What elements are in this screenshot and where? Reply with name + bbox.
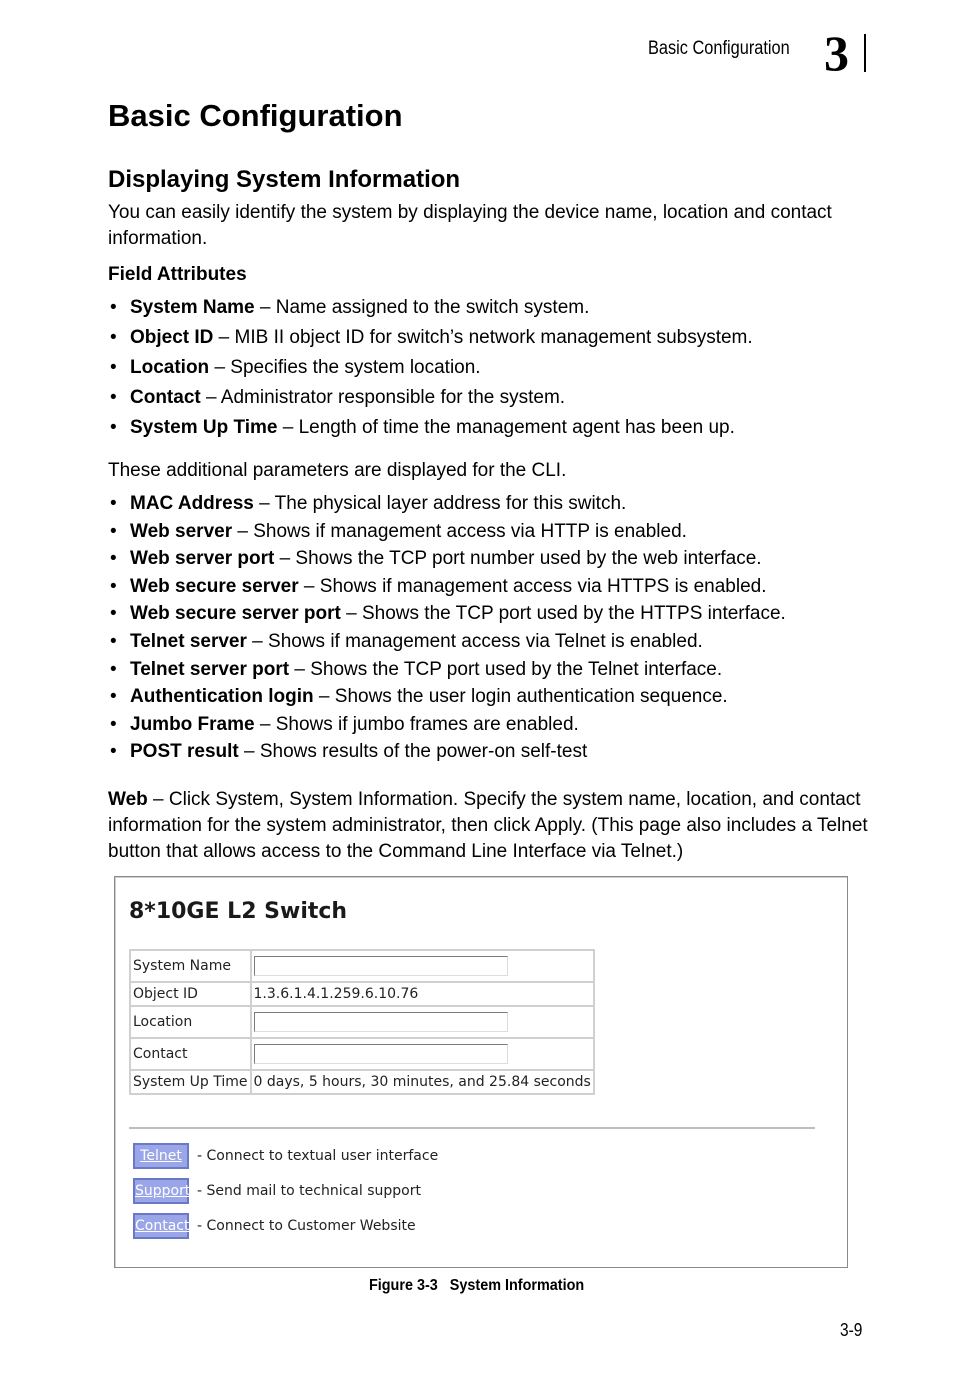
description: – Administrator responsible for the system. xyxy=(200,387,566,408)
list-item xyxy=(108,575,786,603)
term: Web secure server xyxy=(130,575,299,597)
system-name-input[interactable] xyxy=(254,956,508,976)
cli-intro: These additional parameters are displayed for the CLI. xyxy=(108,460,567,481)
table-row xyxy=(130,950,594,982)
description: – Specifies the system location. xyxy=(209,357,481,378)
web-term: Web xyxy=(108,789,148,810)
list-item xyxy=(108,630,786,658)
system-up-time-value: 0 days, 5 hours, 30 minutes, and 25.84 seconds xyxy=(251,1070,594,1094)
term: System Up Time xyxy=(130,417,278,438)
list-item xyxy=(108,740,786,768)
table-row xyxy=(130,982,594,1006)
system-information-screenshot xyxy=(114,876,848,1268)
system-name-label: System Name xyxy=(130,950,251,982)
description: – Shows if management access via HTTPS is enabled. xyxy=(298,575,767,597)
description: – Shows the TCP port used by the HTTPS interface. xyxy=(340,603,786,625)
field-attributes-title: Field Attributes xyxy=(108,264,247,285)
description: – Shows if management access via Telnet is enabled. xyxy=(246,630,703,652)
description: – Shows the user login authentication sequence. xyxy=(313,686,728,708)
description: – Shows the TCP port used by the Telnet interface. xyxy=(289,658,723,680)
object-id-label: Object ID xyxy=(130,982,251,1006)
location-label: Location xyxy=(130,1006,251,1038)
telnet-description: - Connect to textual user interface xyxy=(197,1148,439,1164)
chapter-rule xyxy=(864,34,866,72)
list-item xyxy=(108,385,753,415)
list-item xyxy=(108,355,753,385)
section-title: Displaying System Information xyxy=(108,166,461,193)
description: – Shows results of the power-on self-test xyxy=(238,741,588,763)
term: Location xyxy=(130,357,210,378)
contact-button[interactable]: Contact xyxy=(133,1213,189,1239)
system-info-table xyxy=(129,949,595,1095)
table-row xyxy=(130,1006,594,1038)
description: – Shows the TCP port number used by the web interface. xyxy=(274,548,762,570)
term: Telnet server xyxy=(130,630,247,652)
page-title: Basic Configuration xyxy=(108,98,403,133)
telnet-button[interactable]: Telnet xyxy=(133,1143,189,1169)
term: Web server port xyxy=(130,548,275,570)
web-description: – Click System, System Information. Specify the system name, location, and contact information for the system administrator, then click Apply. (This page also includes a Telnet button that allows access to the Command Line Interface via Telnet.) xyxy=(108,789,868,862)
list-item xyxy=(108,658,786,686)
term: Telnet server port xyxy=(130,658,290,680)
contact-description: - Connect to Customer Website xyxy=(197,1218,416,1234)
term: Jumbo Frame xyxy=(130,713,255,735)
list-item xyxy=(108,685,786,713)
web-paragraph xyxy=(108,787,878,865)
list-item xyxy=(108,520,786,548)
figure-caption-text: Figure 3-3 System Information xyxy=(369,1277,585,1294)
contact-link-row xyxy=(133,1213,416,1239)
figure-caption xyxy=(0,1277,954,1295)
list-item xyxy=(108,325,753,355)
term: Web server xyxy=(130,520,233,542)
cli-parameters-list xyxy=(108,492,786,768)
support-description: - Send mail to technical support xyxy=(197,1183,421,1199)
term: Contact xyxy=(130,387,201,408)
term: Web secure server port xyxy=(130,603,341,625)
table-row xyxy=(130,1038,594,1070)
intro-paragraph: You can easily identify the system by displaying the device name, location and contact information. xyxy=(108,202,832,249)
list-item xyxy=(108,492,786,520)
list-item xyxy=(108,295,753,325)
term: System Name xyxy=(130,297,255,318)
term: MAC Address xyxy=(130,493,254,514)
device-title: 8*10GE L2 Switch xyxy=(129,899,348,924)
description: – Length of time the management agent has been up. xyxy=(277,417,735,438)
description: – Shows if management access via HTTP is enabled. xyxy=(232,520,687,542)
description: – Name assigned to the switch system. xyxy=(254,297,590,318)
contact-input[interactable] xyxy=(254,1044,508,1064)
description: – Shows if jumbo frames are enabled. xyxy=(254,713,579,735)
list-item xyxy=(108,547,786,575)
running-header-title: Basic Configuration xyxy=(648,38,790,59)
support-link-row xyxy=(133,1178,421,1204)
description: – The physical layer address for this switch. xyxy=(253,493,627,514)
list-item xyxy=(108,713,786,741)
table-row xyxy=(130,1070,594,1094)
chapter-number: 3 xyxy=(824,25,849,81)
telnet-link-row xyxy=(133,1143,438,1169)
term: Authentication login xyxy=(130,686,314,708)
description: – MIB II object ID for switch’s network management subsystem. xyxy=(213,327,753,348)
contact-label: Contact xyxy=(130,1038,251,1070)
field-attributes-list xyxy=(108,295,753,445)
page-number: 3-9 xyxy=(840,1320,863,1340)
object-id-value: 1.3.6.1.4.1.259.6.10.76 xyxy=(251,982,594,1006)
location-input[interactable] xyxy=(254,1012,508,1032)
support-button[interactable]: Support xyxy=(133,1178,189,1204)
list-item xyxy=(108,602,786,630)
list-item xyxy=(108,415,753,445)
divider xyxy=(129,1127,815,1129)
system-up-time-label: System Up Time xyxy=(130,1070,251,1094)
term: POST result xyxy=(130,741,239,763)
term: Object ID xyxy=(130,327,214,348)
